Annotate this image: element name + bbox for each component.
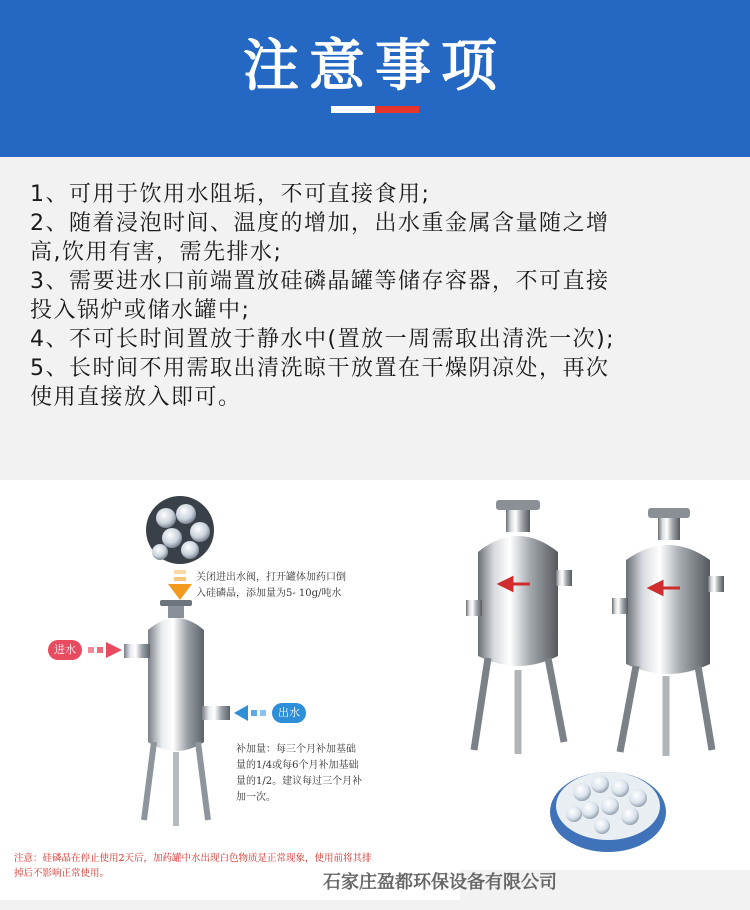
instruction-text <box>196 570 446 602</box>
crystal-closeup-icon <box>146 496 214 564</box>
notes-list <box>30 180 730 412</box>
inlet-arrow-icon <box>88 642 122 658</box>
footnote-line: 注意：硅磷晶在停止使用2天后，加药罐中水出现白色物质是正常现象，使用前将其排 <box>14 853 372 864</box>
tank-diagram-illustration <box>0 480 460 900</box>
refill-line: 加一次。 <box>236 792 276 803</box>
footnote-line: 掉后不影响正常使用。 <box>14 868 110 879</box>
product-photo <box>460 480 750 870</box>
outlet-label: 出水 <box>272 703 306 723</box>
instruction-line: 入硅磷晶，添加量为5- 10g/吨水 <box>196 588 342 599</box>
company-name: 石家庄盈都环保设备有限公司 <box>323 872 557 893</box>
note-line: 投入锅炉或储水罐中; <box>30 298 251 323</box>
refill-line: 补加量：每三个月补加基础 <box>236 744 356 755</box>
title-underline-white <box>331 106 375 113</box>
tank-photo-illustration <box>460 480 750 870</box>
outlet-arrow-icon <box>234 705 266 721</box>
tank-photo-left <box>466 500 572 754</box>
note-line: 1、可用于饮用水阻垢，不可直接食用; <box>30 182 431 207</box>
inlet-label: 进水 <box>48 640 82 660</box>
page-title: 注意事项 <box>243 34 507 99</box>
note-line: 5、长时间不用需取出清洗晾干放置在干燥阴凉处，再次 <box>30 356 610 381</box>
down-arrow-icon <box>168 570 192 600</box>
crystal-dish-icon <box>550 772 666 852</box>
refill-text <box>236 742 436 806</box>
instruction-line: 关闭进出水阀，打开罐体加药口倒 <box>196 572 346 583</box>
note-line: 3、需要进水口前端置放硅磷晶罐等储存容器，不可直接 <box>30 269 610 294</box>
header-banner <box>0 0 750 157</box>
note-line: 使用直接放入即可。 <box>30 385 242 410</box>
refill-line: 量的1/2。建议每过三个月补 <box>236 776 363 787</box>
title-underline-red <box>375 106 419 113</box>
usage-diagram <box>0 480 460 900</box>
note-line: 2、随着浸泡时间、温度的增加，出水重金属含量随之增 <box>30 211 610 236</box>
tank-illustration <box>124 600 230 826</box>
note-line: 4、不可长时间置放于静水中(置放一周需取出清洗一次); <box>30 327 616 352</box>
note-line: 高,饮用有害，需先排水; <box>30 240 283 265</box>
refill-line: 量的1/4或每6个月补加基础 <box>236 760 359 771</box>
tank-photo-right <box>612 508 724 756</box>
